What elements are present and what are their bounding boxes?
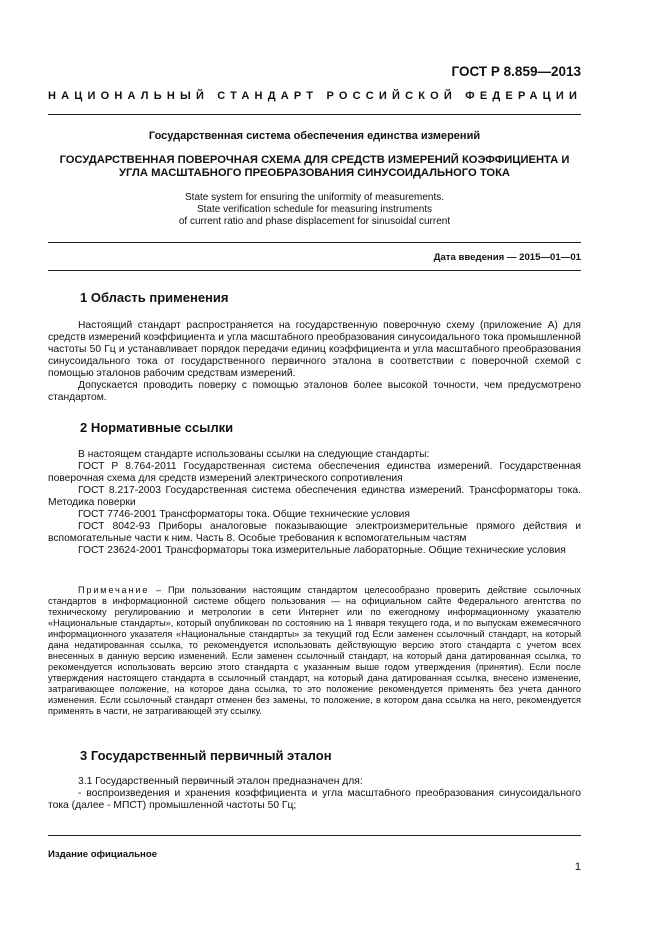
system-title: Государственная система обеспечения единства измерений bbox=[148, 130, 481, 142]
reference-item: ГОСТ 8042-93 Приборы аналоговые показывающие электроизмерительные прямого действия и вспомогательные части к ним. Часть 8. Особые требования к вспомогательным частям bbox=[48, 521, 581, 544]
reference-item: ГОСТ 8.217-2003 Государственная система обеспечения единства измерений. Трансформаторы тока. Методика поверки bbox=[48, 485, 581, 508]
note-label: Примечание bbox=[78, 585, 150, 595]
title-divider bbox=[48, 242, 581, 243]
paragraph: В настоящем стандарте использованы ссылки на следующие стандарты: bbox=[78, 449, 430, 460]
date-divider bbox=[48, 270, 581, 271]
section-3-body bbox=[48, 776, 581, 812]
introduction-date: Дата введения — 2015—01—01 bbox=[433, 252, 581, 263]
note-block bbox=[48, 585, 581, 717]
note-text: – При пользовании настоящим стандартом целесообразно проверить действие ссылочных стандартов в информационной системе общего пользования — на официальном сайте Федерального агентства по техническому регулированию и метрологии в сети Интернет или по ежегодному информационному указателю «Национальные стандарты», который опубликован по состоянию на 1 января текущего года, и по выпускам ежемесячного информационного указателя «Национальные стандарты» за текущий год Если заменен ссылочный стандарт, на который дана недатированная ссылка, то рекомендуется использовать действующую версию этого стандарта с учетом всех внесенных в данную версию изменений. Если заменен ссылочный стандарт, на который дана датированная ссылка, то рекомендуется использовать версию этого стандарта с указанным выше годом утверждения (принятия). Если после утверждения настоящего стандарта в ссылочный стандарт, на который дана датированная ссылка, внесено изменение, затрагивающее положение, на которое дана ссылка, то это положение рекомендуется применять без учета данного изменения. Если ссылочный стандарт отменен без замены, то положение, в котором дана ссылка на него, рекомендуется применять в части, не затрагивающей эту ссылку. bbox=[48, 585, 581, 716]
header-divider bbox=[48, 114, 581, 115]
paragraph: 3.1 Государственный первичный эталон предназначен для: bbox=[78, 776, 363, 787]
document-number: ГОСТ Р 8.859—2013 bbox=[451, 64, 581, 79]
national-standard-banner: НАЦИОНАЛЬНЫЙ СТАНДАРТ РОССИЙСКОЙ ФЕДЕРАЦИИ bbox=[48, 90, 583, 102]
note-paragraph bbox=[48, 585, 581, 717]
english-title-line: State system for ensuring the uniformity of measurements. bbox=[185, 192, 444, 203]
page-number: 1 bbox=[574, 861, 581, 873]
title-line: ГОСУДАРСТВЕННАЯ ПОВЕРОЧНАЯ СХЕМА ДЛЯ СРЕДСТВ ИЗМЕРЕНИЙ КОЭФФИЦИЕНТА И bbox=[59, 154, 570, 166]
footer-divider bbox=[48, 835, 581, 836]
section-1-heading: 1 Область применения bbox=[80, 290, 229, 305]
section-3-heading: 3 Государственный первичный эталон bbox=[80, 748, 332, 763]
section-2-body bbox=[48, 449, 581, 557]
paragraph: Допускается проводить поверку с помощью эталонов более высокой точности, чем предусмотрено стандартом. bbox=[48, 380, 581, 403]
reference-item: ГОСТ Р 8.764-2011 Государственная система обеспечения единства измерений. Государственная поверочная схема для средств измерений электрического сопротивления bbox=[48, 461, 581, 484]
english-title-line: of current ratio and phase displacement for sinusoidal current bbox=[178, 216, 451, 227]
paragraph: Настоящий стандарт распространяется на государственную поверочную схему (приложение А) для средств измерений коэффициента и угла масштабного преобразования синусоидального тока промышленной частоты 50 Гц и устанавливает порядок передачи единиц коэффициента и угла масштабного преобразования синусоидального тока от государственного первичного эталона в соответствии с поверочной схемой с помощью эталонов рабочим средствам измерений. bbox=[48, 320, 581, 379]
reference-item: ГОСТ 23624-2001 Трансформаторы тока измерительные лабораторные. Общие технические условия bbox=[78, 545, 566, 556]
section-2-heading: 2 Нормативные ссылки bbox=[80, 420, 234, 435]
edition-label: Издание официальное bbox=[48, 849, 158, 860]
english-title-line: State verification schedule for measuring instruments bbox=[196, 204, 433, 215]
reference-item: ГОСТ 7746-2001 Трансформаторы тока. Общие технические условия bbox=[78, 509, 410, 520]
title-line: УГЛА МАСШТАБНОГО ПРЕОБРАЗОВАНИЯ СИНУСОИДАЛЬНОГО ТОКА bbox=[119, 167, 510, 179]
section-1-body bbox=[48, 320, 581, 404]
english-title bbox=[48, 192, 581, 228]
paragraph: - воспроизведения и хранения коэффициента и угла масштабного преобразования синусоидального тока (далее - МПСТ) промышленной частоты 50 Гц; bbox=[48, 788, 581, 811]
document-title bbox=[48, 154, 581, 180]
